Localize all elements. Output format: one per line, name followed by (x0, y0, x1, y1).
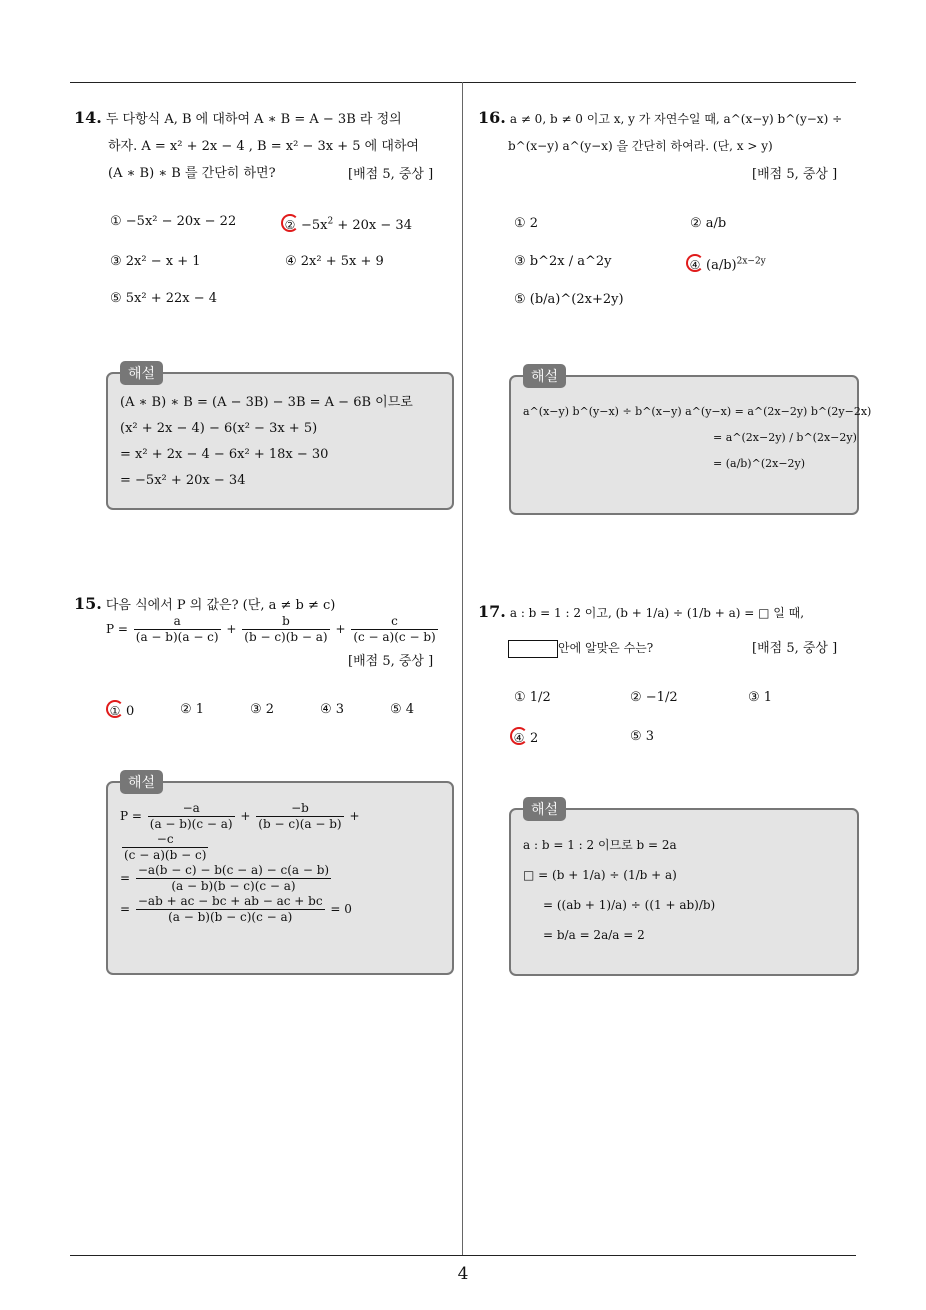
fraction: $\frac{c}{(c - a)(c - b)}$ (353, 614, 436, 644)
solution-line: (x² + 2x − 4) − 6(x² − 3x + 5) (120, 421, 318, 436)
solution-label: 해설 (120, 770, 163, 794)
question-number: 16. (478, 108, 506, 127)
solution-line: = b/a = 2a/a = 2 (543, 928, 645, 942)
fraction: $\frac{-a}{(a - b)(c - a)}$ (149, 801, 233, 831)
choice-3[interactable]: ③ 2x² − x + 1 (110, 254, 201, 269)
choice-5[interactable]: ⑤ 5x² + 22x − 4 (110, 291, 218, 306)
score-label: [배점 5, 중상 ] (752, 167, 838, 182)
solution-box (106, 775, 454, 975)
answer-mark-icon: ② (281, 214, 299, 232)
choice-2[interactable]: ② −1/2 (630, 690, 678, 705)
solution-label: 해설 (120, 361, 163, 385)
solution-line: = a^(2x−2y) / b^(2x−2y) (713, 431, 857, 444)
answer-mark-icon: ① (106, 700, 124, 718)
question-number: 14. (74, 108, 102, 127)
choice-text: 2 (530, 731, 539, 746)
score-label: [배점 5, 중상 ] (752, 641, 838, 656)
question-number: 17. (478, 602, 506, 621)
choice-3[interactable]: ③ b^2x / a^2y (514, 254, 612, 269)
bottom-rule (70, 1255, 856, 1256)
choice-2[interactable]: ② a/b (690, 216, 727, 231)
question-text: 하자. A = x² + 2x − 4 , B = x² − 3x + 5 에 대하여 (108, 139, 419, 154)
score-label: [배점 5, 중상 ] (348, 167, 434, 182)
choice-text: $-5x^2 + 20x - 34$ (301, 217, 412, 234)
fraction: $\frac{-a(b - c) - b(c - a) - c(a - b)}{(a - b)(b - c)(c - a)}$ (137, 863, 330, 893)
choice-text: 0 (126, 704, 135, 719)
question-formula: P = $\frac{a}{(a - b)(a - c)}$ + $\frac{b}{(b - c)(b - a)}$ + $\frac{c}{(c - a)(c - b)}$ (106, 614, 436, 644)
column-divider (462, 82, 463, 1256)
choice-1[interactable]: ① 1/2 (514, 690, 551, 705)
question-text: 두 다항식 A, B 에 대하여 A ∗ B = A − 3B 라 정의 (105, 112, 402, 127)
choice-text: $(a/b)^{2x-2y}$ (706, 257, 766, 274)
score-label: [배점 5, 중상 ] (348, 654, 434, 669)
solution-line: = $\frac{-a(b - c) - b(c - a) - c(a - b)}{(a - b)(b - c)(c - a)}$ (120, 863, 330, 893)
question-text: a : b = 1 : 2 이고, (b + 1/a) ÷ (1/b + a) = □ 일 때, (509, 606, 805, 620)
page-number: 4 (457, 1264, 469, 1284)
solution-box (509, 369, 872, 515)
fraction: $\frac{a}{(a - b)(a - c)}$ (135, 614, 219, 644)
choice-2[interactable] (285, 212, 412, 236)
choice-1[interactable] (110, 700, 134, 722)
solution-line: = $\frac{-ab + ac - bc + ab - ac + bc}{(a - b)(b - c)(c - a)}$ = 0 (120, 894, 352, 924)
choice-4[interactable] (690, 252, 766, 276)
choice-4[interactable] (514, 727, 538, 749)
choice-4[interactable]: ④ 3 (320, 702, 345, 717)
question-16 (478, 104, 842, 160)
fraction: $\frac{-ab + ac - bc + ab - ac + bc}{(a - b)(b - c)(c - a)}$ (137, 894, 323, 924)
solution-label: 해설 (523, 364, 566, 388)
choice-2[interactable]: ② 1 (180, 702, 205, 717)
choice-1[interactable]: ① 2 (514, 216, 539, 231)
solution-box (106, 366, 454, 510)
top-rule (70, 82, 856, 83)
solution-label: 해설 (523, 797, 566, 821)
solution-line: = (a/b)^(2x−2y) (713, 457, 806, 470)
blank-box (508, 640, 558, 658)
formula-lhs: P = (106, 622, 128, 636)
question-text: 안에 알맞은 수는? (558, 641, 654, 655)
solution-box (509, 802, 859, 976)
choice-3[interactable]: ③ 2 (250, 702, 275, 717)
choice-3[interactable]: ③ 1 (748, 690, 773, 705)
solution-line: = x² + 2x − 4 − 6x² + 18x − 30 (120, 447, 329, 462)
solution-line: (A ∗ B) ∗ B = (A − 3B) − 3B = A − 6B 이므로 (120, 395, 413, 410)
question-text: (A ∗ B) ∗ B 를 간단히 하면? (108, 166, 276, 181)
question-text: b^(x−y) a^(y−x) 을 간단히 하여라. (단, x > y) (508, 139, 773, 153)
question-text: a ≠ 0, b ≠ 0 이고 x, y 가 자연수일 때, a^(x−y) b^(y−x) ÷ (509, 112, 843, 126)
question-text: 다음 식에서 P 의 값은? (단, a ≠ b ≠ c) (105, 598, 336, 613)
fraction: $\frac{b}{(b - c)(b - a)}$ (244, 614, 328, 644)
answer-mark-icon: ④ (510, 727, 528, 745)
choice-5[interactable]: ⑤ 4 (390, 702, 415, 717)
fraction: $\frac{-c}{(c - a)(b - c)}$ (124, 832, 207, 862)
solution-line: = −5x² + 20x − 34 (120, 473, 246, 488)
answer-mark-icon: ④ (686, 254, 704, 272)
fraction: $\frac{-b}{(b - c)(a - b)}$ (258, 801, 342, 831)
solution-line (120, 832, 360, 863)
solution-line: a^(x−y) b^(y−x) ÷ b^(x−y) a^(y−x) = a^(2x−2y) b^(2y−2x) (523, 405, 872, 418)
solution-line: = ((ab + 1)/a) ÷ ((1 + ab)/b) (543, 898, 716, 912)
choice-5[interactable]: ⑤ (b/a)^(2x+2y) (514, 292, 624, 307)
choice-4[interactable]: ④ 2x² + 5x + 9 (285, 254, 384, 269)
question-number: 15. (74, 594, 102, 613)
choice-1[interactable]: ① −5x² − 20x − 22 (110, 214, 237, 229)
solution-line: □ = (b + 1/a) ÷ (1/b + a) (523, 868, 677, 882)
choice-5[interactable]: ⑤ 3 (630, 729, 655, 744)
solution-line: a : b = 1 : 2 이므로 b = 2a (523, 838, 677, 852)
solution-line: P = $\frac{-a}{(a - b)(c - a)}$ + $\frac{-b}{(b - c)(a - b)}$ + (120, 801, 360, 831)
